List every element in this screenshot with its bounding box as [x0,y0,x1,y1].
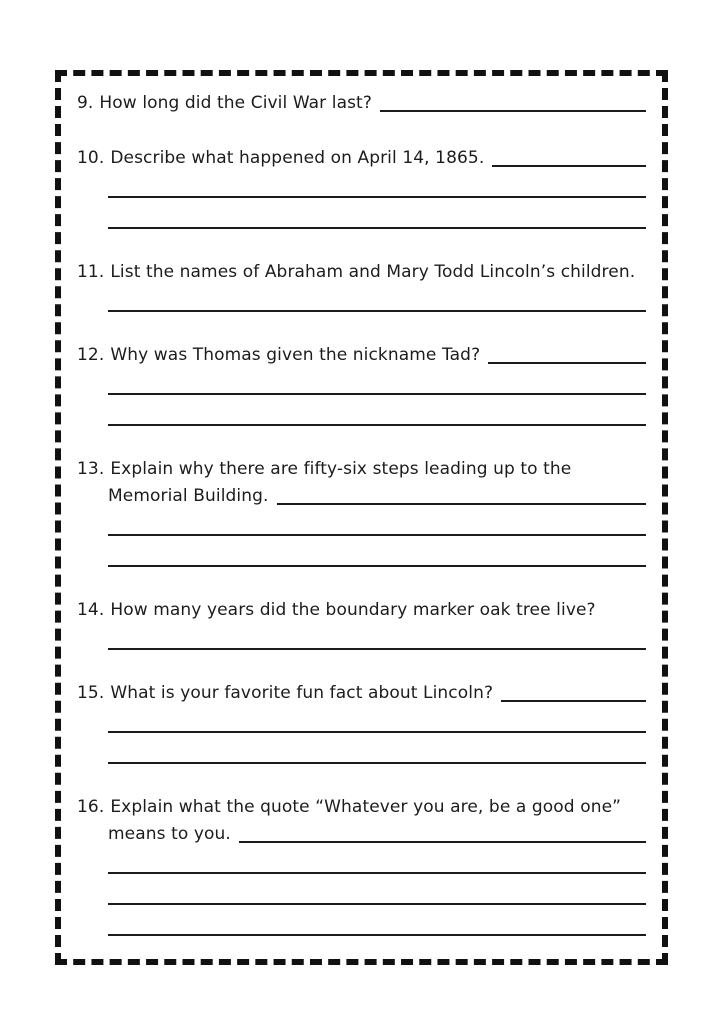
answer-line [108,170,646,198]
question-text: How long did the Civil War last? [99,93,372,113]
answer-line [277,503,646,505]
answer-line [108,198,646,229]
question-16 [77,795,646,936]
question-text: Describe what happened on April 14, 1865. [110,148,485,168]
answer-line [108,846,646,874]
question-number: 12. [77,345,105,365]
question-text: Why was Thomas given the nickname Tad? [110,345,481,365]
question-9-row [77,91,646,115]
question-text: Explain why there are fifty-six steps leading up to the [110,459,572,479]
answer-line [108,622,646,650]
question-15-row [77,681,646,705]
answer-line [108,367,646,395]
question-number: 11. [77,262,105,282]
question-number: 14. [77,600,105,620]
question-13 [77,457,646,567]
answer-line [492,165,646,167]
question-number: 16. [77,797,105,817]
answer-line [108,905,646,936]
answer-line [108,395,646,426]
question-13-continuation [77,484,646,508]
question-number: 9. [77,93,94,113]
answer-line [108,874,646,905]
question-number: 10. [77,148,105,168]
question-14 [77,598,646,650]
question-16-row [77,795,646,819]
question-10-row [77,146,646,170]
question-text: List the names of Abraham and Mary Todd Lincoln’s children. [110,262,636,282]
answer-line [108,508,646,536]
worksheet-border-box [55,70,668,965]
question-10 [77,146,646,229]
question-text: How many years did the boundary marker oak tree live? [110,600,596,620]
question-text-continued: Memorial Building. [108,486,269,506]
answer-line [108,536,646,567]
question-9 [77,91,646,115]
answer-line [239,841,646,843]
answer-line [380,110,646,112]
answer-line [108,705,646,733]
answer-line [488,362,646,364]
question-12-row [77,343,646,367]
question-16-continuation [77,822,646,846]
answer-line [501,700,646,702]
question-12 [77,343,646,426]
question-11-row [77,260,646,284]
question-number: 15. [77,683,105,703]
question-text: What is your favorite fun fact about Lincoln? [110,683,494,703]
question-text: Explain what the quote “Whatever you are, be a good one” [110,797,622,817]
answer-line [108,733,646,764]
question-14-row [77,598,646,622]
question-text-continued: means to you. [108,824,231,844]
question-13-row [77,457,646,481]
question-15 [77,681,646,764]
question-11 [77,260,646,312]
answer-line [108,284,646,312]
question-number: 13. [77,459,105,479]
